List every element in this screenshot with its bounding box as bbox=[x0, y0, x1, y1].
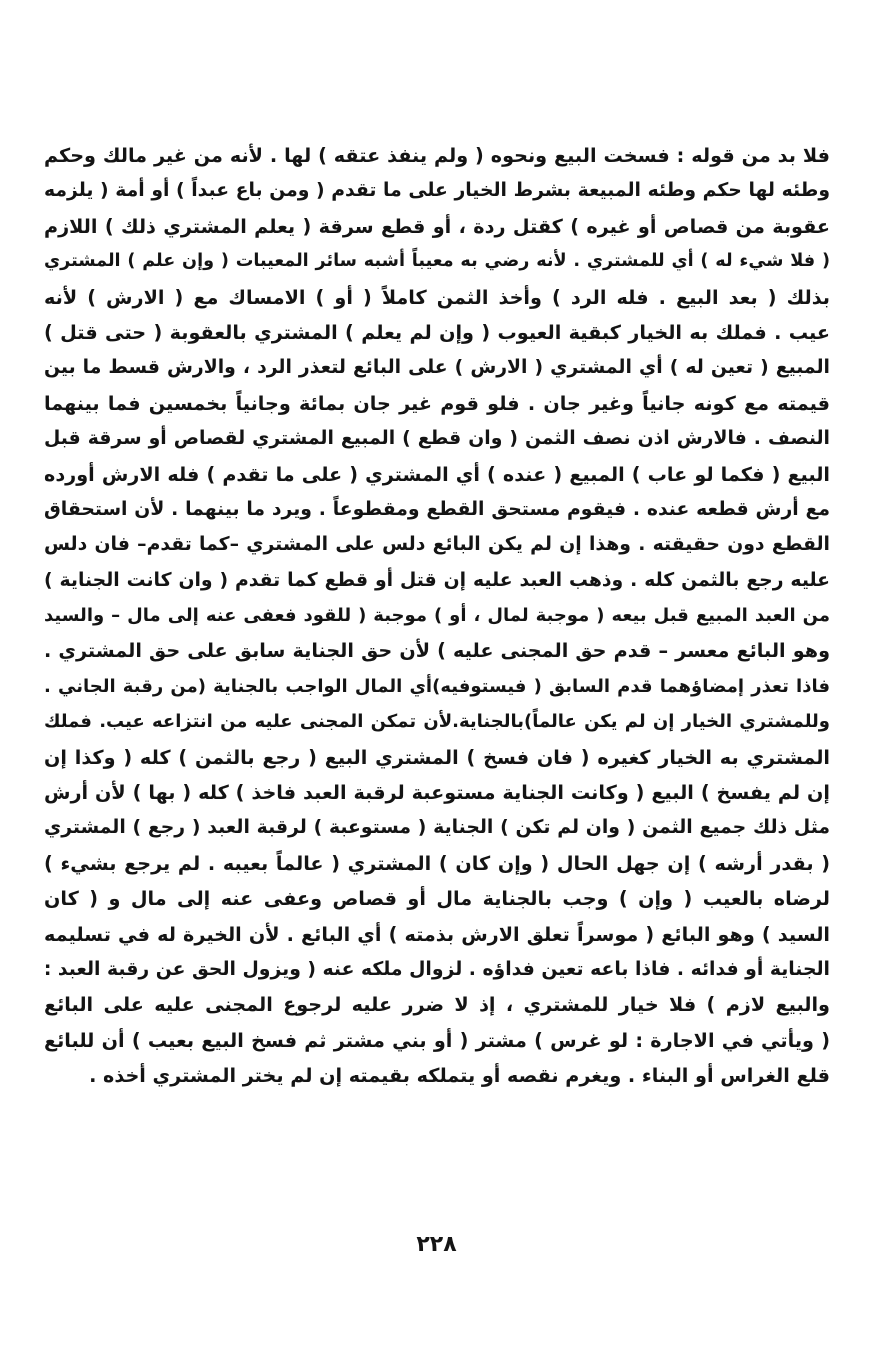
text-line: قلع الغراس أو البناء . ويغرم نقصه أو يتملكه بقيمته إن لم يختر المشتري أخذه . bbox=[89, 1064, 830, 1088]
text-line: قيمته مع كونه جانياً وغير جان . فلو قوم غير جان بمائة وجانياً بخمسين فما بينهما bbox=[44, 391, 830, 415]
text-line: المبيع ( تعين له ) أي المشتري ( الارش ) على البائع لتعذر الرد ، والارش قسط ما بين bbox=[44, 357, 830, 379]
text-line: السيد ) وهو البائع ( موسراً تعلق الارش بذمته ) أي البائع . لأن الخيرة له في تسليمه bbox=[44, 922, 830, 946]
text-line: وللمشتري الخيار إن لم يكن عالماً)بالجناية.لأن تمكن المجنى عليه من انتزاعه عيب. فملك bbox=[44, 711, 830, 733]
text-line: عليه رجع بالثمن كله . وذهب العبد عليه إن قتل أو قطع كما تقدم ( وان كانت الجناية ) bbox=[44, 569, 830, 591]
text-line: من العبد المبيع قبل بيعه ( موجبة لمال ، أو ) موجبة ( للقود فعفى عنه إلى مال – والسيد bbox=[44, 605, 830, 627]
text-line: بذلك ( بعد البيع . فله الرد ) وأخذ الثمن كاملاً ( أو ) الامساك مع ( الارش ) لأنه bbox=[44, 285, 830, 309]
text-line: البيع ( فكما لو عاب ) المبيع ( عنده ) أي المشتري ( على ما تقدم ) فله الارش أورده bbox=[44, 462, 830, 486]
text-line: ( فلا شيء له ) أي للمشتري . لأنه رضي به معيباً أشبه سائر المعيبات ( وإن علم ) المشتري bbox=[44, 251, 830, 272]
page-number: ٢٢٨ bbox=[416, 1232, 457, 1257]
text-line: ( ويأتي في الاجارة : لو غرس ) مشتر ( أو بني مشتر ثم فسخ البيع بعيب ) أن للبائع bbox=[44, 1028, 830, 1052]
text-line: النصف . فالارش اذن نصف الثمن ( وان قطع ) المبيع المشتري لقصاص أو سرقة قبل bbox=[44, 428, 830, 450]
text-line: مثل ذلك جميع الثمن ( وان لم تكن ) الجناية ( مستوعبة ) لرقبة العبد ( رجع ) المشتري bbox=[44, 817, 830, 839]
text-line: وهو البائع معسر – قدم حق المجنى عليه ) لأن حق الجناية سابق على حق المشتري . bbox=[44, 639, 830, 663]
text-line: لرضاه بالعيب ( وإن ) وجب بالجناية مال أو قصاص وعفى عنه إلى مال و ( كان bbox=[44, 887, 830, 911]
text-line: المشتري به الخيار كغيره ( فان فسخ ) المشتري البيع ( رجع بالثمن ) كله ( وكذا إن bbox=[44, 745, 830, 769]
text-line: فاذا تعذر إمضاؤهما قدم السابق ( فيستوفيه)أي المال الواجب بالجناية (من رقبة الجاني . bbox=[44, 675, 830, 697]
text-line: ( بقدر أرشه ) إن جهل الحال ( وإن كان ) المشتري ( عالماً بعيبه . لم يرجع بشيء ) bbox=[44, 851, 830, 875]
text-line: الجناية أو فدائه . فاذا باعه تعين فداؤه . لزوال ملكه عنه ( ويزول الحق عن رقبة العبد : bbox=[44, 958, 830, 980]
text-line: إن لم يفسخ ) البيع ( وكانت الجناية مستوعبة لرقبة العبد فاخذ ) كله ( بها ) لأن أرش bbox=[44, 781, 830, 805]
text-line: القطع دون حقيقته . وهذا إن لم يكن البائع دلس على المشتري –كما تقدم– فان دلس bbox=[44, 534, 830, 556]
text-line: وطئه لها حكم وطئه المبيعة بشرط الخيار على ما تقدم ( ومن باع عبداً ) أو أمة ( يلزمه bbox=[44, 180, 830, 202]
text-line: عقوبة من قصاص أو غيره ) كقتل ردة ، أو قطع سرقة ( يعلم المشتري ذلك ) اللازم bbox=[44, 214, 830, 238]
text-line: والبيع لازم ) فلا خيار للمشتري ، إذ لا ضرر عليه لرجوع المجنى عليه على البائع bbox=[44, 993, 830, 1017]
text-line: فلا بد من قوله : فسخت البيع ونحوه ( ولم ينفذ عتقه ) لها . لأنه من غير مالك وحكم bbox=[44, 144, 830, 167]
text-line: عيب . فملك به الخيار كبقية العيوب ( وإن لم يعلم ) المشتري بالعقوبة ( حتى قتل ) bbox=[44, 320, 830, 344]
body-text bbox=[44, 138, 830, 1094]
text-line: مع أرش قطعه عنده . فيقوم مستحق القطع ومقطوعاً . ويرد ما بينهما . لأن استحقاق bbox=[44, 498, 830, 520]
